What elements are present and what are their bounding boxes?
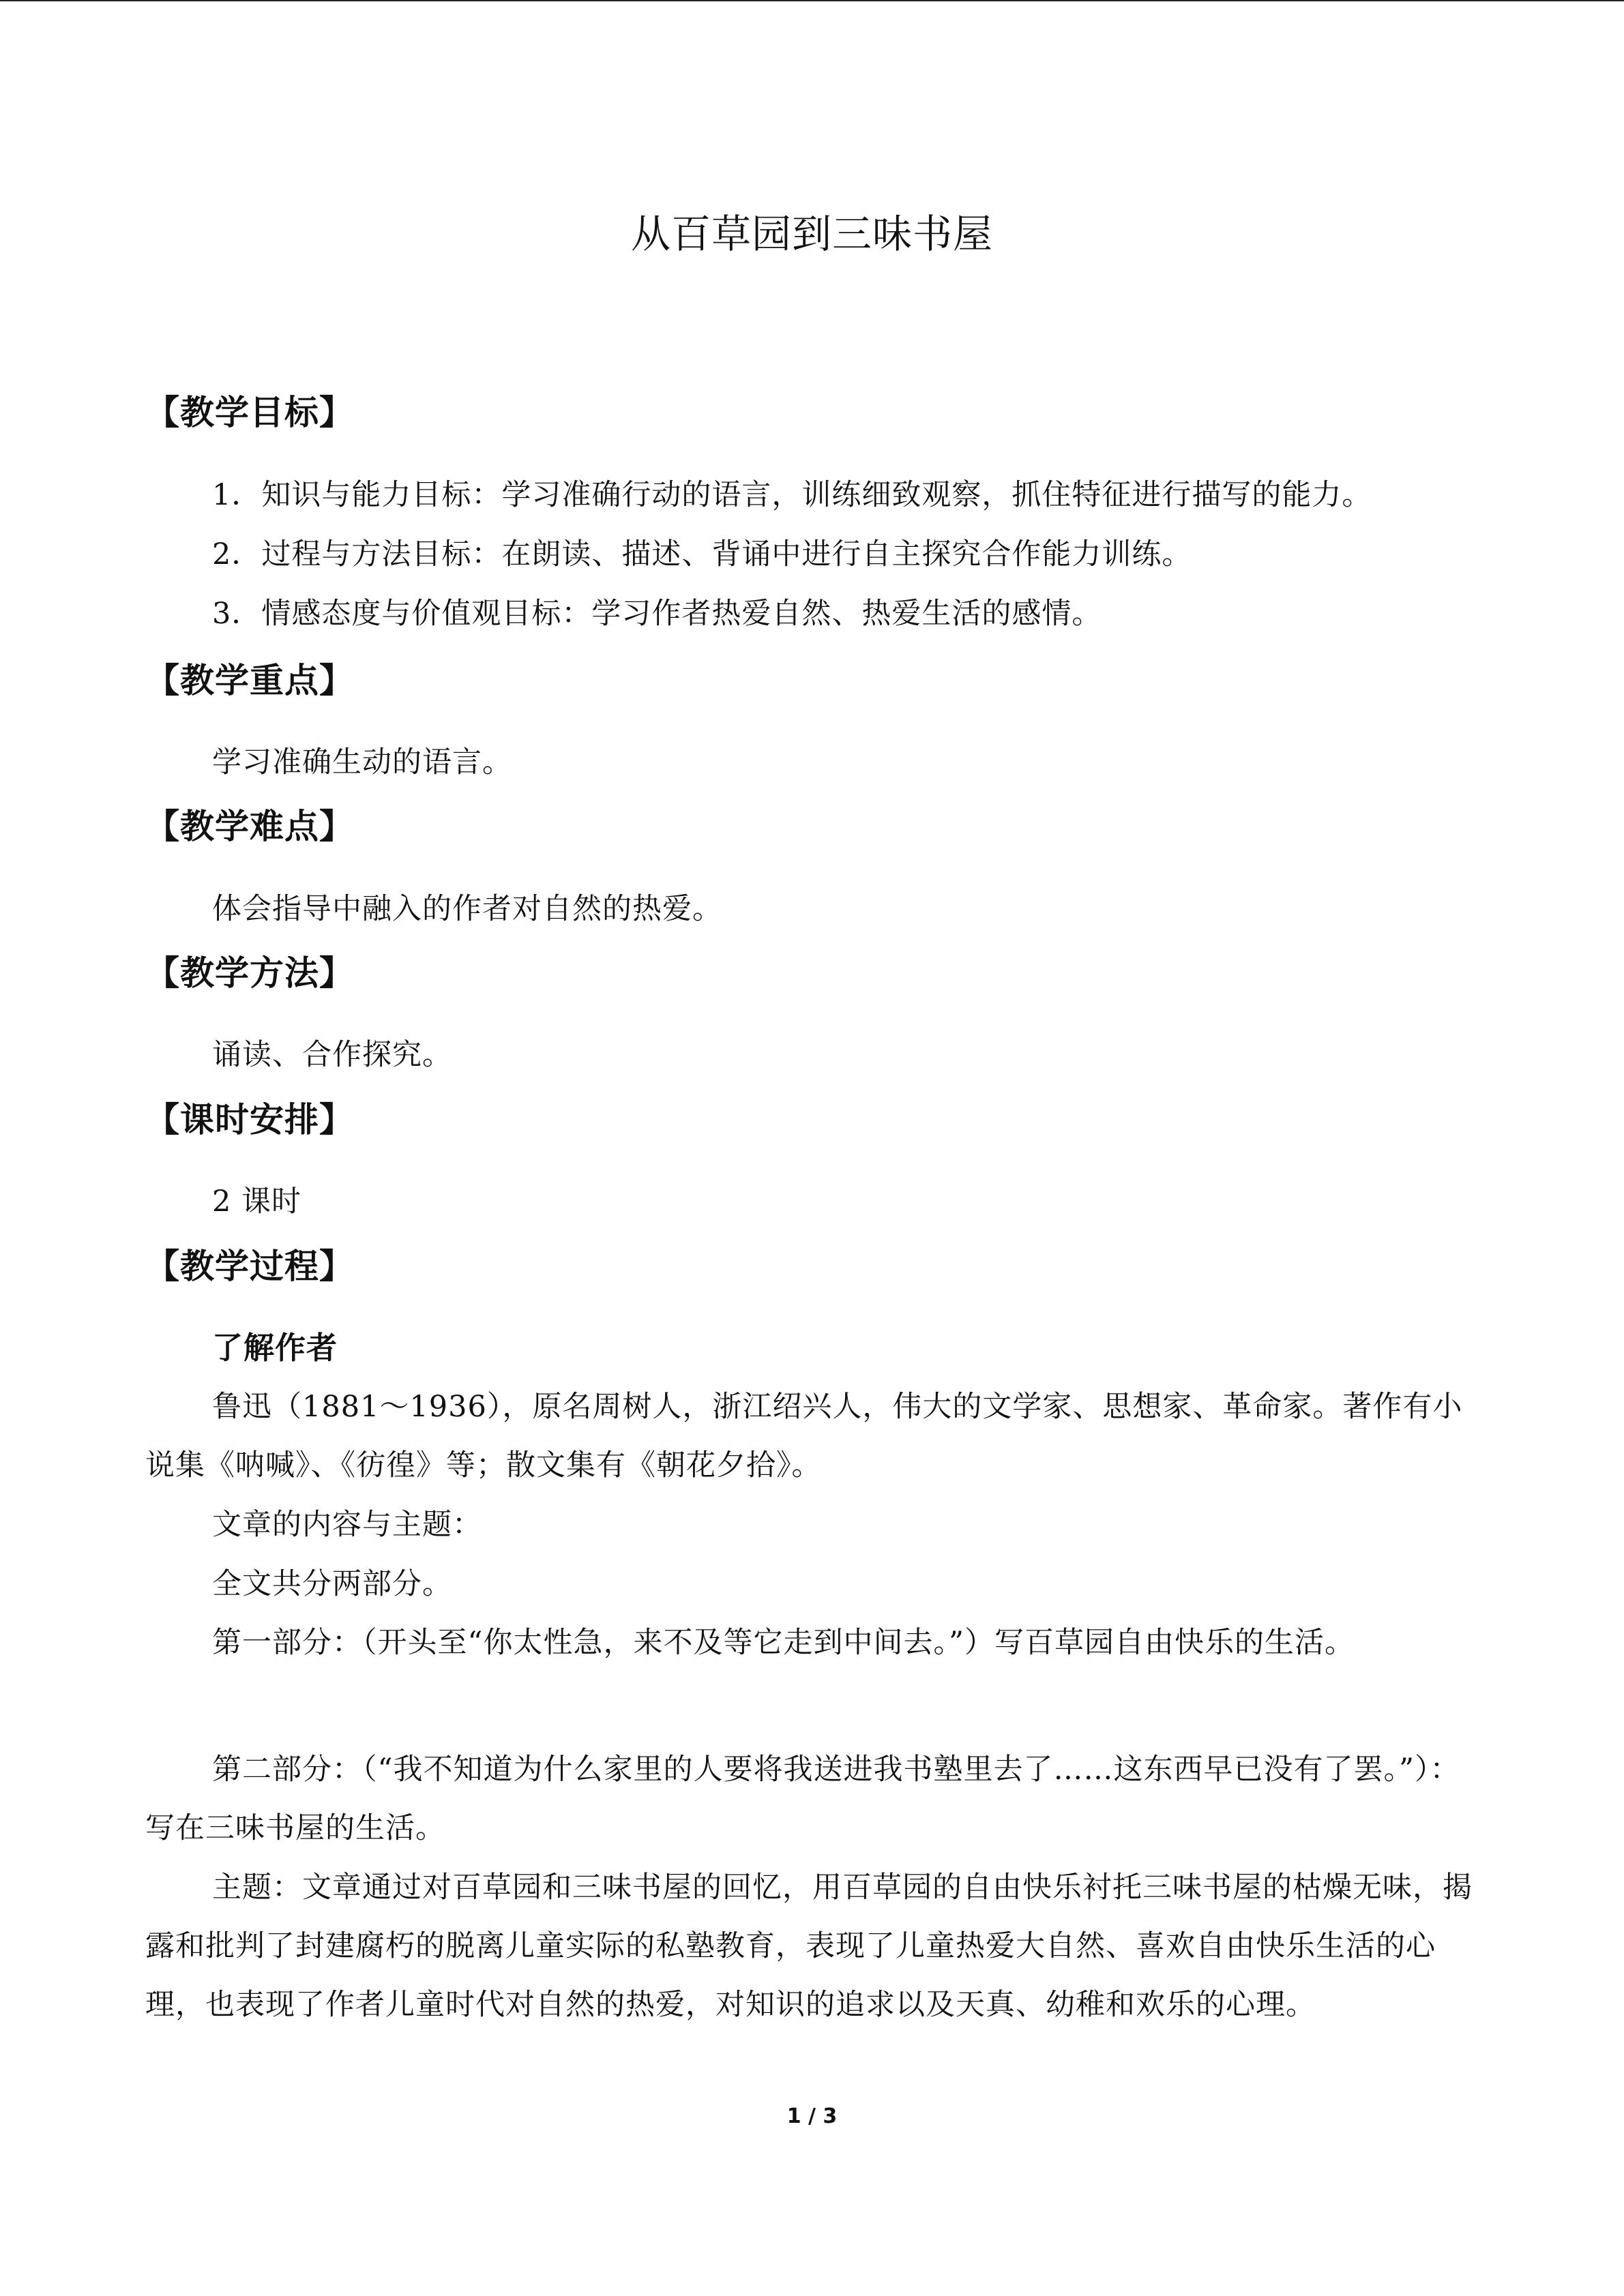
goal-item-1: 1．知识与能力目标：学习准确行动的语言，训练细致观察，抓住特征进行描写的能力。 [212,478,1372,512]
page-number: 1 / 3 [786,2104,838,2128]
theme-paragraph: 主题：文章通过对百草园和三味书屋的回忆，用百草园的自由快乐衬托三味书屋的枯燥无味，揭露和批判了封建腐朽的脱离儿童实际的私塾教育，表现了儿童热爱大自然、喜欢自由快乐生活的心理，也表现了作者儿童时代对自然的热爱，对知识的追求以及天真、幼稚和欢乐的心理。 [145,1870,1473,2022]
author-subheading: 了解作者 [212,1330,338,1366]
key-points-heading: 【教学重点】 [145,661,354,700]
methods-heading: 【教学方法】 [145,953,354,993]
parts-intro: 全文共分两部分。 [212,1567,452,1601]
goal-item-2: 2．过程与方法目标：在朗读、描述、背诵中进行自主探究合作能力训练。 [212,537,1192,571]
part-one: 第一部分：（开头至“你太性急，来不及等它走到中间去。”）写百草园自由快乐的生活。 [212,1626,1355,1660]
schedule-text: 2 课时 [212,1184,302,1219]
methods-text: 诵读、合作探究。 [212,1038,452,1072]
process-heading: 【教学过程】 [145,1247,354,1286]
schedule-heading: 【课时安排】 [145,1100,354,1139]
goals-heading: 【教学目标】 [145,393,354,432]
content-label: 文章的内容与主题： [212,1508,482,1542]
top-border [0,0,1624,1]
key-points-text: 学习准确生动的语言。 [212,745,512,779]
page-title: 从百草园到三味书屋 [630,211,993,257]
difficulties-text: 体会指导中融入的作者对自然的热爱。 [212,892,722,926]
difficulties-heading: 【教学难点】 [145,807,354,846]
goal-item-3: 3．情感态度与价值观目标：学习作者热爱自然、热爱生活的感情。 [212,597,1102,631]
author-bio: 鲁迅（1881～1936），原名周树人，浙江绍兴人，伟大的文学家、思想家、革命家。著作有小说集《呐喊》、《彷徨》等；散文集有《朝花夕拾》。 [145,1390,1463,1482]
part-two: 第二部分：（“我不知道为什么家里的人要将我送进我书塾里去了……这东西早已没有了罢。”）：写在三味书屋的生活。 [145,1753,1460,1845]
